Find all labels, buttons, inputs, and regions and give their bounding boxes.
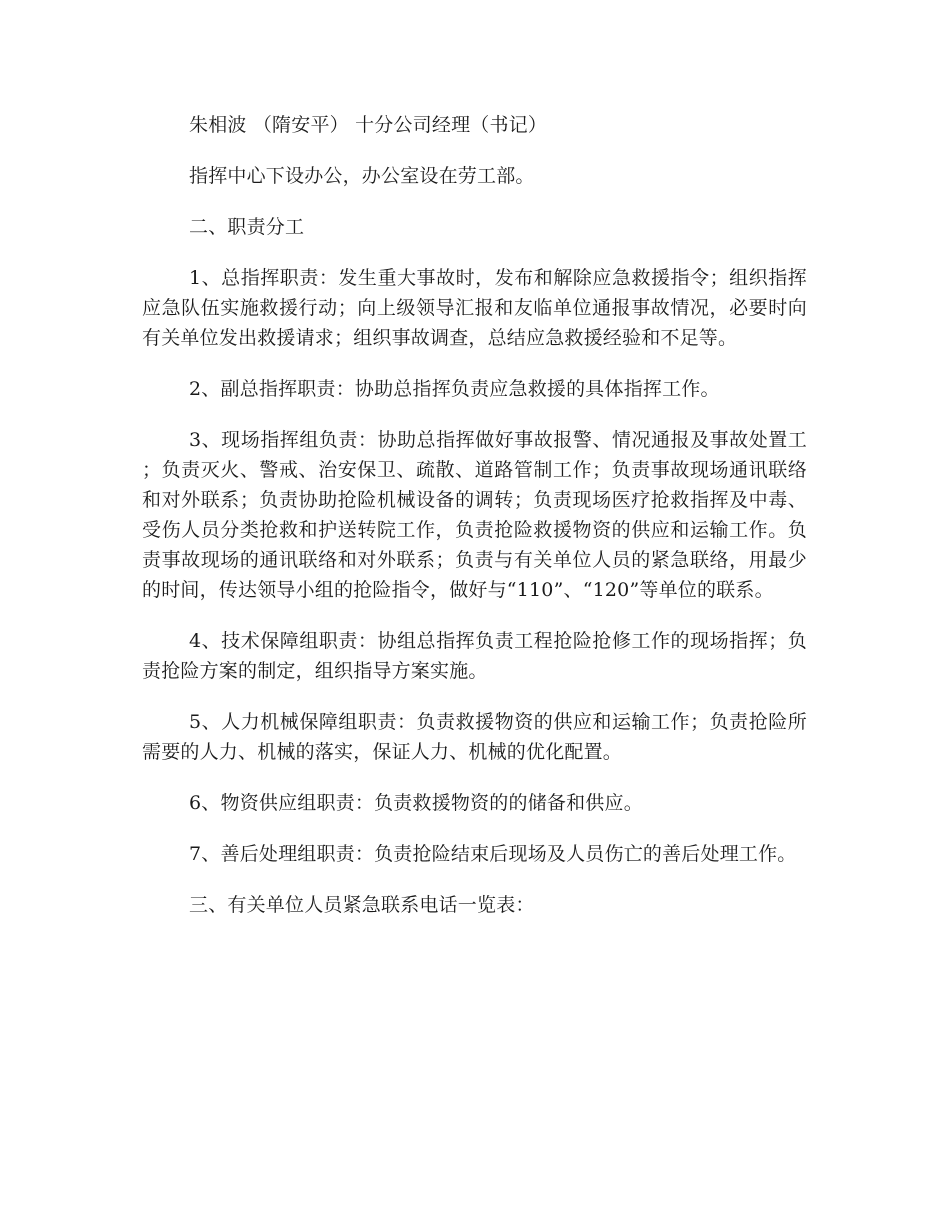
duty-site-command-group: 3、现场指挥组负责：协助总指挥做好事故报警、情况通报及事故处置工；负责灭火、警戒、治安保卫、疏散、道路管制工作；负责事故现场通讯联络和对外联系；负责协助抢险机械设备的调转；负责现场医疗抢救指挥及中毒、受伤人员分类抢救和护送转院工作，负责抢险救援物资的供应和运输工作。负责事故现场的通讯联络和对外联系；负责与有关单位人员的紧急联络，用最少的时间，传达领导小组的抢险指令，做好与“110”、“120”等单位的联系。 — [142, 429, 807, 601]
staff-line: 朱相波 （隋安平） 十分公司经理（书记） — [189, 114, 548, 136]
duty-commander: 1、总指挥职责：发生重大事故时，发布和解除应急救援指令；组织指挥应急队伍实施救援行动；向上级领导汇报和友临单位通报事故情况，必要时向有关单位发出救援请求；组织事故调查，总结应急救援经验和不足等。 — [142, 267, 807, 349]
section-heading-duties: 二、职责分工 — [189, 216, 305, 238]
document-page — [142, 110, 807, 941]
duty-manpower-machinery-group: 5、人力机械保障组职责：负责救援物资的供应和运输工作；负责抢险所需要的人力、机械的落实，保证人力、机械的优化配置。 — [142, 711, 807, 763]
duty-aftermath-group: 7、善后处理组职责：负责抢险结束后现场及人员伤亡的善后处理工作。 — [189, 843, 797, 865]
section-heading-contacts: 三、有关单位人员紧急联系电话一览表： — [189, 894, 535, 916]
duty-material-supply-group: 6、物资供应组职责：负责救援物资的的储备和供应。 — [189, 792, 643, 814]
office-note: 指挥中心下设办公，办公室设在劳工部。 — [189, 165, 535, 187]
duty-technical-support-group: 4、技术保障组职责：协组总指挥负责工程抢险抢修工作的现场指挥；负责抢险方案的制定，组织指导方案实施。 — [142, 630, 807, 682]
duty-deputy-commander: 2、副总指挥职责：协助总指挥负责应急救援的具体指挥工作。 — [189, 378, 720, 400]
